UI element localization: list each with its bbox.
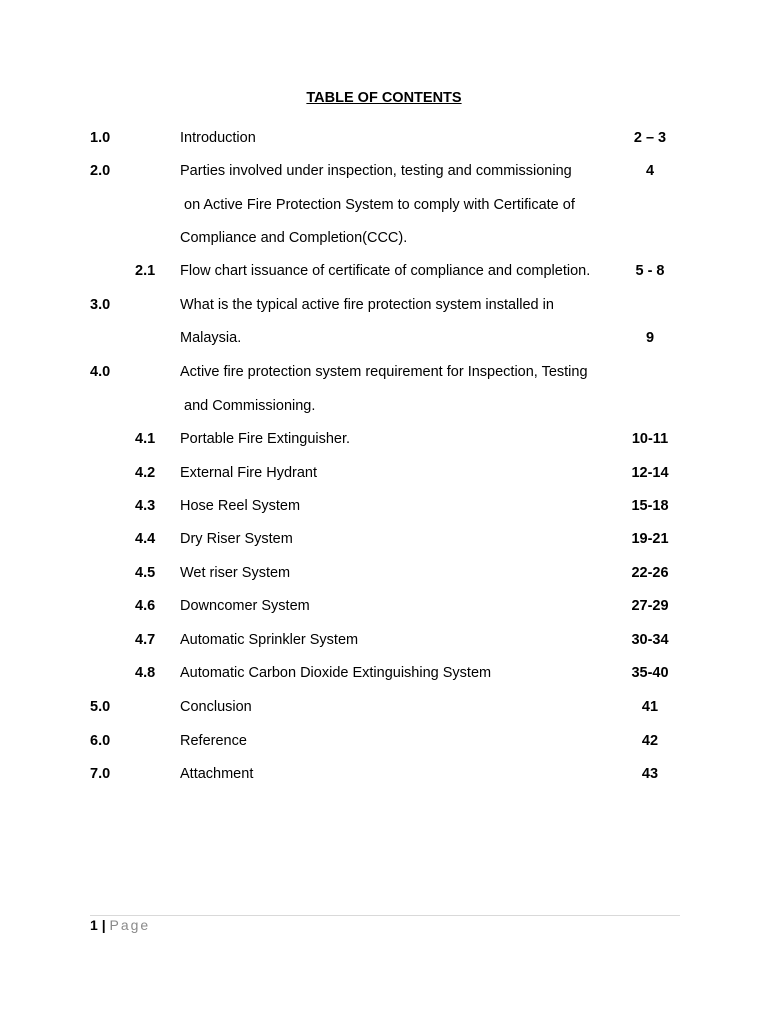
toc-page-number: 4 — [645, 163, 655, 179]
toc-row — [0, 297, 768, 317]
toc-page-number: 19-21 — [631, 531, 669, 547]
footer-page-label: Page — [109, 917, 151, 933]
toc-row — [0, 531, 768, 551]
toc-page-number: 42 — [641, 733, 659, 749]
toc-row — [0, 733, 768, 753]
toc-page-number: 12-14 — [631, 465, 669, 481]
toc-section-number: 4.1 — [135, 431, 156, 447]
toc-entry-text: Active fire protection system requirement for Inspection, Testing — [180, 364, 588, 380]
toc-title: TABLE OF CONTENTS — [306, 90, 462, 106]
toc-section-number: 7.0 — [90, 766, 111, 782]
toc-row — [0, 498, 768, 518]
toc-page-number: 35-40 — [631, 665, 669, 681]
toc-row — [0, 632, 768, 652]
footer-page-number: 1 — [90, 917, 98, 933]
toc-entry-text: Flow chart issuance of certificate of compliance and completion. — [180, 263, 591, 279]
toc-page-number: 9 — [645, 330, 655, 346]
toc-section-number: 4.8 — [135, 665, 156, 681]
toc-section-number: 3.0 — [90, 297, 111, 313]
toc-entry-text: Reference — [180, 733, 247, 749]
toc-section-number: 4.6 — [135, 598, 156, 614]
toc-row — [0, 263, 768, 283]
toc-section-number: 4.2 — [135, 465, 156, 481]
toc-row — [0, 197, 768, 217]
toc-section-number: 2.1 — [135, 263, 156, 279]
toc-section-number: 5.0 — [90, 699, 111, 715]
toc-row — [0, 130, 768, 150]
toc-entry-text: Introduction — [180, 130, 256, 146]
toc-entry-text: External Fire Hydrant — [180, 465, 317, 481]
footer-separator: | — [101, 917, 106, 933]
toc-entry-text: Malaysia. — [180, 330, 242, 346]
toc-page-number: 43 — [641, 766, 659, 782]
toc-page-number: 15-18 — [631, 498, 669, 514]
toc-row — [0, 330, 768, 350]
toc-entry-text: Hose Reel System — [180, 498, 301, 514]
toc-section-number: 4.4 — [135, 531, 156, 547]
toc-row — [0, 398, 768, 418]
toc-page-number: 22-26 — [631, 565, 669, 581]
toc-entry-text: Parties involved under inspection, testing and commissioning — [180, 163, 572, 179]
toc-section-number: 4.0 — [90, 364, 111, 380]
toc-page-number: 10-11 — [631, 431, 669, 447]
toc-entry-text: Compliance and Completion(CCC). — [180, 230, 408, 246]
toc-entry-text: Portable Fire Extinguisher. — [180, 431, 351, 447]
toc-entry-text: and Commissioning. — [180, 398, 316, 414]
toc-entry-text: Automatic Carbon Dioxide Extinguishing System — [180, 665, 492, 681]
toc-section-number: 4.7 — [135, 632, 156, 648]
toc-row — [0, 465, 768, 485]
toc-row — [0, 598, 768, 618]
toc-page-number: 5 - 8 — [635, 263, 665, 279]
toc-entry-text: Automatic Sprinkler System — [180, 632, 359, 648]
toc-section-number: 4.5 — [135, 565, 156, 581]
toc-page-number: 30-34 — [631, 632, 669, 648]
toc-page-number: 27-29 — [631, 598, 669, 614]
toc-entry-text: Conclusion — [180, 699, 252, 715]
toc-section-number: 1.0 — [90, 130, 111, 146]
toc-row — [0, 665, 768, 685]
toc-page-number: 2 – 3 — [633, 130, 667, 146]
toc-row — [0, 699, 768, 719]
toc-row — [0, 163, 768, 183]
toc-section-number: 4.3 — [135, 498, 156, 514]
toc-row — [0, 565, 768, 585]
toc-entry-text: Attachment — [180, 766, 254, 782]
page-footer — [90, 917, 150, 933]
toc-page-number: 41 — [641, 699, 659, 715]
toc-entry-text: on Active Fire Protection System to comply with Certificate of — [180, 197, 575, 213]
toc-section-number: 6.0 — [90, 733, 111, 749]
footer-divider — [90, 915, 680, 916]
toc-row — [0, 230, 768, 250]
toc-row — [0, 766, 768, 786]
toc-entry-text: Wet riser System — [180, 565, 291, 581]
toc-entry-text: Dry Riser System — [180, 531, 293, 547]
toc-row — [0, 364, 768, 384]
toc-row — [0, 431, 768, 451]
toc-entry-text: What is the typical active fire protection system installed in — [180, 297, 554, 313]
toc-entry-text: Downcomer System — [180, 598, 310, 614]
toc-section-number: 2.0 — [90, 163, 111, 179]
